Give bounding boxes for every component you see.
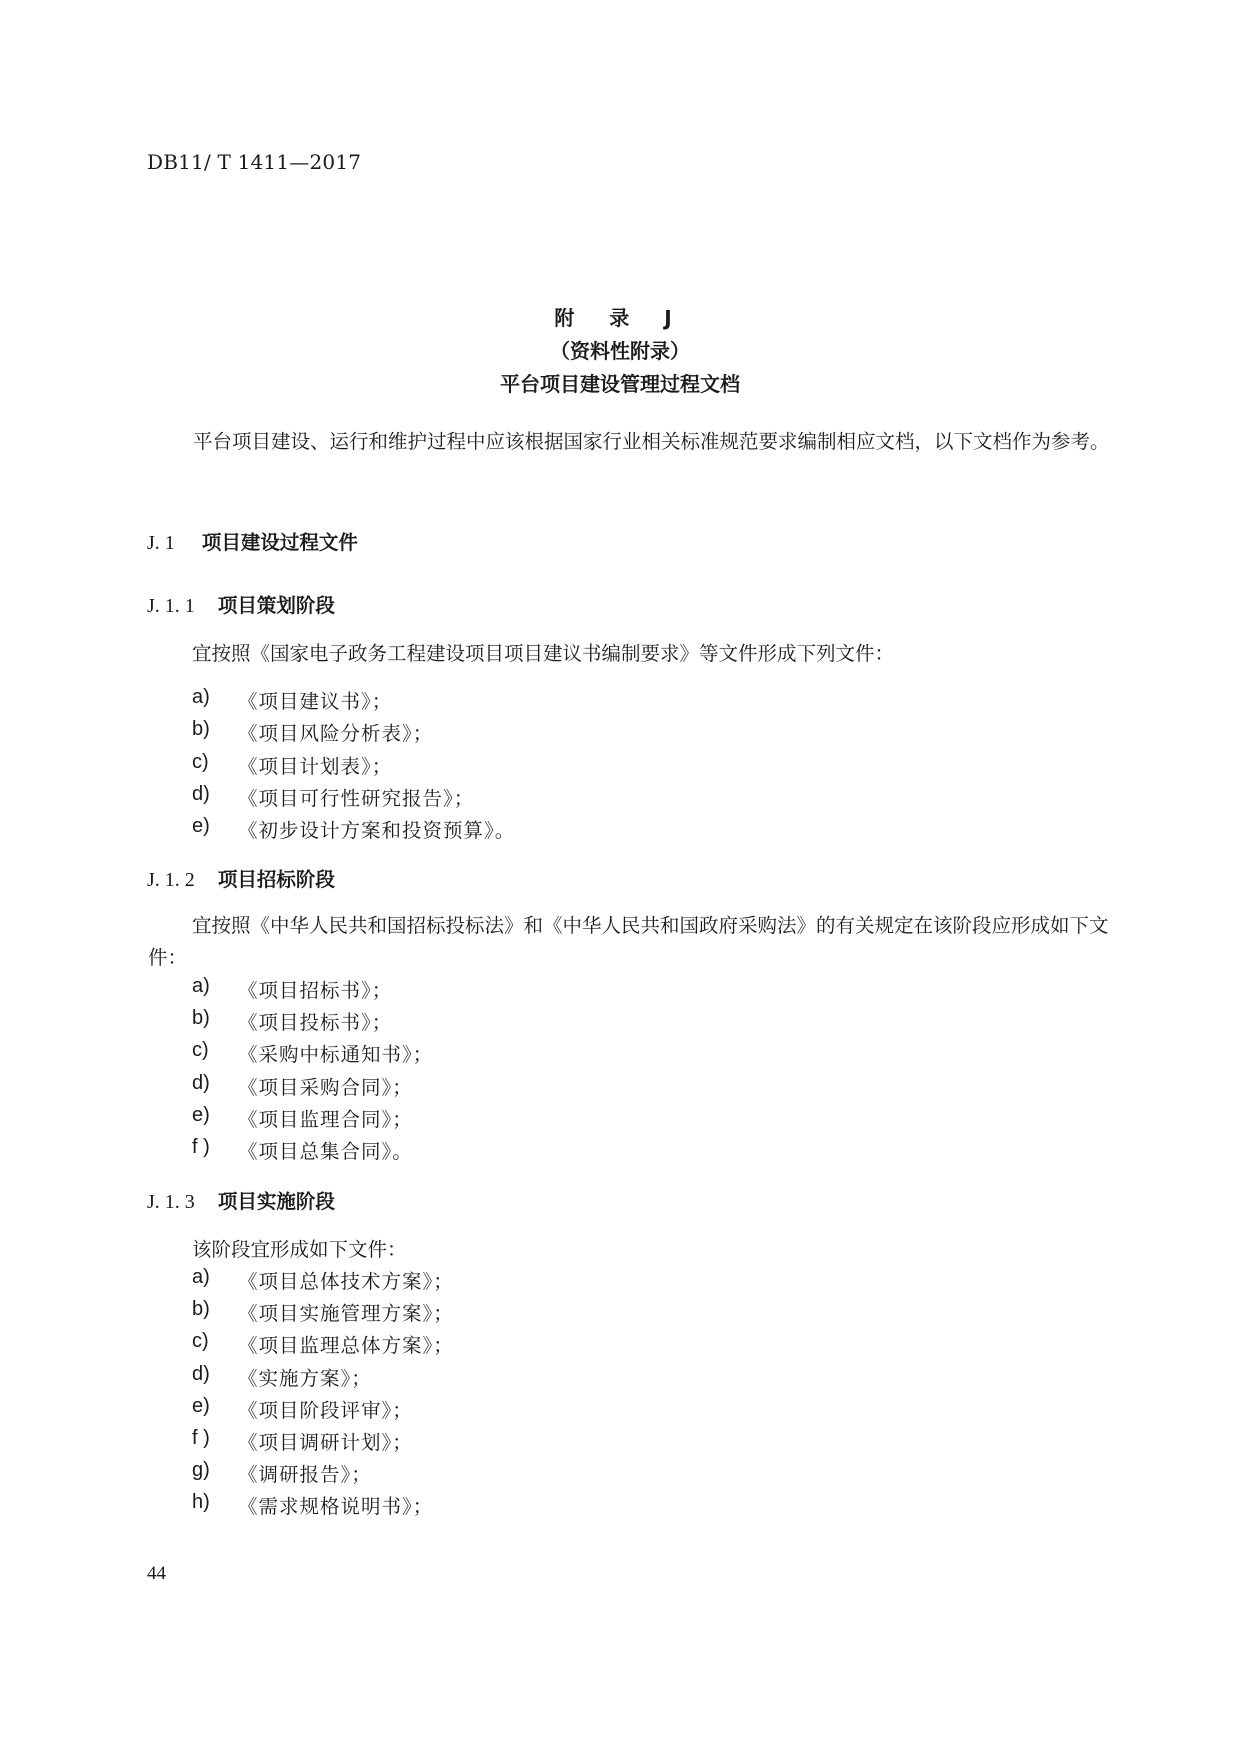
appendix-type: （资料性附录）: [550, 339, 690, 363]
list-item-text: 《项目监理合同》；: [238, 1107, 413, 1131]
list-item-text: 《项目总集合同》。: [238, 1140, 413, 1163]
list-item-text: 《需求规格说明书》；: [238, 1495, 434, 1519]
list-item-letter: g): [192, 1459, 210, 1482]
list-item-letter: b): [192, 1298, 210, 1321]
list-item-letter: c): [192, 1330, 209, 1353]
list-item-text: 《项目可行性研究报告》；: [238, 786, 475, 810]
section-heading-j1: [147, 527, 358, 555]
list-item-letter: a): [192, 1266, 210, 1288]
intro-paragraph: 平台项目建设、运行和维护过程中应该根据国家行业相关标准规范要求编制相应文档，以下文档作为参考。: [193, 430, 1110, 453]
list-item-text: 《实施方案》；: [238, 1366, 372, 1390]
list-item-text: 《项目总体技术方案》；: [238, 1270, 454, 1293]
list-item-text: 《项目调研计划》；: [238, 1431, 413, 1454]
list-item-text: 《初步设计方案和投资预算》。: [238, 819, 516, 843]
section-heading-j13: [147, 1186, 335, 1214]
list-item-letter: h): [192, 1491, 210, 1514]
list-item-text: 《项目监理总体方案》；: [238, 1334, 454, 1358]
list-item-letter: c): [192, 750, 209, 773]
list-item-letter: a): [192, 686, 210, 708]
section-number: J. 1. 3: [147, 1191, 195, 1213]
list-item-letter: d): [192, 782, 210, 805]
list-item-letter: d): [192, 1071, 210, 1094]
page-number: 44: [147, 1563, 166, 1584]
section-lead: 该阶段宜形成如下文件：: [192, 1238, 407, 1261]
appendix-name: 平台项目建设管理过程文档: [500, 372, 740, 396]
section-lead: 宜按照《中华人民共和国招标投标法》和《中华人民共和国政府采购法》的有关规定在该阶段应形成如下文件：: [148, 914, 1109, 969]
list-item-text: 《项目采购合同》；: [238, 1075, 413, 1099]
section-heading-j11: [147, 590, 335, 618]
section-title: 项目招标阶段: [217, 868, 335, 891]
list-item-text: 《项目建议书》；: [238, 690, 393, 713]
list-item-text: 《采购中标通知书》；: [238, 1043, 434, 1067]
section-title: 项目建设过程文件: [201, 531, 358, 554]
list-item-text: 《项目阶段评审》；: [238, 1398, 413, 1422]
section-title: 项目实施阶段: [217, 1190, 335, 1213]
list-item-letter: b): [192, 718, 210, 741]
list-item-letter: e): [192, 815, 210, 838]
appendix-title: 附 录 J: [554, 306, 686, 330]
list-item-letter: f ): [192, 1136, 210, 1158]
list-item-letter: e): [192, 1394, 210, 1417]
list-item-letter: d): [192, 1362, 210, 1385]
list-item-text: 《项目风险分析表》；: [238, 722, 434, 746]
list-item-text: 《项目计划表》；: [238, 754, 393, 778]
section-number: J. 1: [147, 532, 175, 554]
list-item-letter: f ): [192, 1427, 210, 1449]
section-number: J. 1. 2: [147, 869, 195, 891]
list-item-text: 《项目实施管理方案》；: [238, 1302, 454, 1326]
list-item-letter: a): [192, 975, 210, 997]
list-item-letter: b): [192, 1007, 210, 1030]
list-item-letter: c): [192, 1039, 209, 1062]
section-title: 项目策划阶段: [217, 594, 335, 617]
list-item-letter: e): [192, 1103, 210, 1126]
section-lead: 宜按照《国家电子政务工程建设项目项目建议书编制要求》等文件形成下列文件：: [192, 642, 895, 665]
section-number: J. 1. 1: [147, 595, 195, 617]
section-heading-j12: [147, 864, 335, 892]
list-item-text: 《项目投标书》；: [238, 1011, 393, 1035]
list-item-text: 《调研报告》；: [238, 1463, 372, 1487]
document-code-header: DB11/ T 1411—2017: [147, 150, 362, 174]
list-item-text: 《项目招标书》；: [238, 979, 393, 1002]
